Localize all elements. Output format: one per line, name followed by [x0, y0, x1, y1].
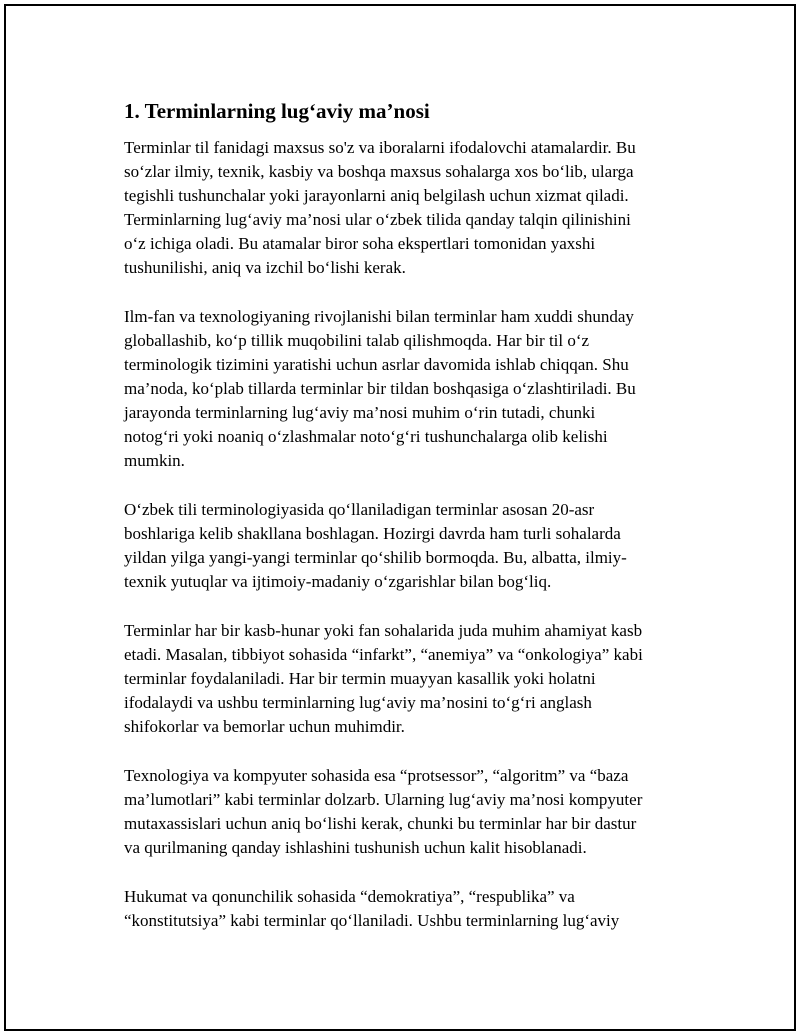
paragraph-2 — [124, 305, 688, 473]
document-body — [120, 98, 688, 958]
paragraph-line: Terminlar til fanidagi maxsus so'z va iboralarni ifodalovchi atamalardir. Bu — [124, 138, 636, 157]
paragraph-line: va qurilmaning qanday ishlashini tushunish uchun kalit hisoblanadi. — [124, 838, 587, 857]
paragraph-line: Texnologiya va kompyuter sohasida esa “protsessor”, “algoritm” va “baza — [124, 766, 629, 785]
paragraph-6 — [124, 885, 688, 933]
paragraph-line: jarayonda terminlarning lug‘aviy ma’nosi muhim o‘rin tutadi, chunki — [124, 403, 596, 422]
paragraph-4 — [124, 619, 688, 739]
paragraph-line: ma’noda, ko‘plab tillarda terminlar bir tildan boshqasiga o‘zlashtiriladi. Bu — [124, 379, 636, 398]
paragraph-3 — [124, 498, 688, 594]
paragraph-line: boshlariga kelib shakllana boshlagan. Hozirgi davrda ham turli sohalarda — [124, 524, 621, 543]
paragraph-line: o‘z ichiga oladi. Bu atamalar biror soha ekspertlari tomonidan yaxshi — [124, 234, 596, 253]
paragraph-line: Terminlarning lug‘aviy ma’nosi ular o‘zbek tilida qanday talqin qilinishini — [124, 210, 631, 229]
paragraph-line: globallashib, ko‘p tillik muqobilini talab qilishmoqda. Har bir til o‘z — [124, 331, 590, 350]
page-frame — [4, 4, 796, 1031]
paragraph-line: yildan yilga yangi-yangi terminlar qo‘shilib bormoqda. Bu, albatta, ilmiy- — [124, 548, 627, 567]
paragraph-1 — [124, 136, 688, 280]
paragraph-line: terminlar foydalaniladi. Har bir termin muayyan kasallik yoki holatni — [124, 669, 596, 688]
paragraph-line: so‘zlar ilmiy, texnik, kasbiy va boshqa maxsus sohalarga xos bo‘lib, ularga — [124, 162, 634, 181]
paragraph-line: O‘zbek tili terminologiyasida qo‘llaniladigan terminlar asosan 20-asr — [124, 500, 595, 519]
paragraph-line: ma’lumotlari” kabi terminlar dolzarb. Ularning lug‘aviy ma’nosi kompyuter — [124, 790, 643, 809]
paragraph-line: Terminlar har bir kasb-hunar yoki fan sohalarida juda muhim ahamiyat kasb — [124, 621, 643, 640]
paragraph-line: mumkin. — [124, 451, 185, 470]
paragraph-line: mutaxassislari uchun aniq bo‘lishi kerak, chunki bu terminlar har bir dastur — [124, 814, 637, 833]
paragraph-line: tegishli tushunchalar yoki jarayonlarni aniq belgilash uchun xizmat qiladi. — [124, 186, 629, 205]
paragraph-line: Hukumat va qonunchilik sohasida “demokratiya”, “respublika” va — [124, 887, 575, 906]
paragraph-line: shifokorlar va bemorlar uchun muhimdir. — [124, 717, 405, 736]
section-heading: 1. Terminlarning lug‘aviy ma’nosi — [124, 99, 430, 123]
paragraph-5 — [124, 764, 688, 860]
paragraph-line: terminologik tizimini yaratishi uchun asrlar davomida ishlab chiqqan. Shu — [124, 355, 629, 374]
paragraph-line: ifodalaydi va ushbu terminlarning lug‘aviy ma’nosini to‘g‘ri anglash — [124, 693, 592, 712]
paragraph-line: tushunilishi, aniq va izchil bo‘lishi kerak. — [124, 258, 406, 277]
paragraph-line: notog‘ri yoki noaniq o‘zlashmalar noto‘g‘ri tushunchalarga olib kelishi — [124, 427, 608, 446]
paragraph-line: etadi. Masalan, tibbiyot sohasida “infarkt”, “anemiya” va “onkologiya” kabi — [124, 645, 643, 664]
paragraph-line: “konstitutsiya” kabi terminlar qo‘llaniladi. Ushbu terminlarning lug‘aviy — [124, 911, 620, 930]
paragraph-line: Ilm-fan va texnologiyaning rivojlanishi bilan terminlar ham xuddi shunday — [124, 307, 634, 326]
paragraph-line: texnik yutuqlar va ijtimoiy-madaniy o‘zgarishlar bilan bog‘liq. — [124, 572, 552, 591]
